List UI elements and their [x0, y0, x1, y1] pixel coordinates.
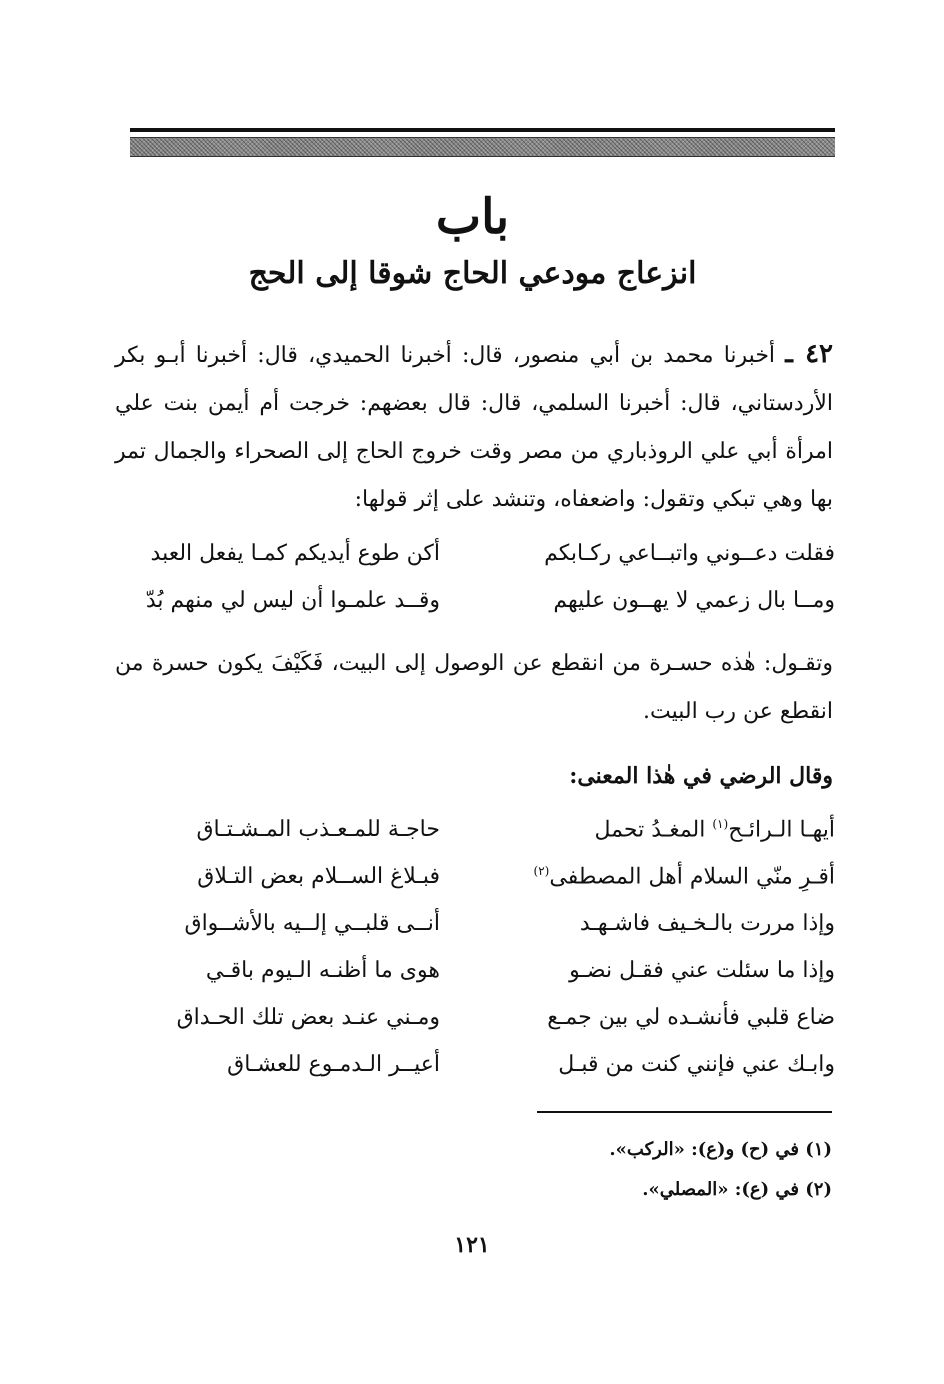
commentary-paragraph: وتقـول: هٰذه حسـرة من انقطع عن الوصول إلى البيت، فَكَيْفَ يكون حسرة من انقطع عن رب البيت.	[115, 651, 833, 724]
verse-line	[110, 853, 835, 900]
verse-first-hemistich: فقلت دعــوني واتبــاعي ركـابكم	[544, 541, 835, 566]
poem-introduction: وقال الرضي في هٰذا المعنى:	[569, 763, 833, 789]
verse-second-hemistich: هوى ما أظنـه الـيوم باقـي	[205, 958, 440, 983]
verse-line	[110, 1041, 835, 1088]
chapter-heading: باب	[435, 189, 510, 245]
verse-text: أقـرِ منّي السلام أهل المصطفى	[549, 864, 835, 890]
verse-first-hemistich: وابـك عني فإنني كنت من قبـل	[558, 1052, 835, 1077]
verse-line	[110, 806, 835, 853]
verse-second-hemistich: أعيــر الـدمـوع للعشـاق	[227, 1052, 440, 1077]
footnote-marker: (١)	[712, 816, 729, 831]
page-number: ١٢١	[454, 1232, 490, 1258]
hadith-text: أخبرنا محمد بن أبي منصور، قال: أخبرنا الحميدي، قال: أخبرنا أبـو بكر الأردستاني، قال: أخبرنا السلمي، قال: قال بعضهم: خرجت أم أيمن بنت علي امرأة أبي علي الروذباري من مصر وقت خروج الحاج إلى الصحراء والجمال تمر بها وهي تبكي وتقول: واضعفاه، وتنشد على إثر قولها:	[115, 343, 833, 512]
verse-second-hemistich: أنــى قلبــي إلــيه بالأشــواق	[184, 911, 440, 936]
verse-first-hemistich: وإذا ما سئلت عني فقـل نضـو	[569, 958, 835, 983]
verse-second-hemistich: وقــد علمـوا أن ليس لي منهم بُدّ	[145, 588, 440, 613]
verse-first-hemistich	[505, 864, 835, 889]
footnote-marker: (٢)	[533, 863, 550, 878]
verse-first-hemistich: وإذا مررت بالـخـيف فاشـهـد	[579, 911, 835, 936]
verse-line	[110, 994, 835, 1041]
header-thin-line	[130, 128, 835, 132]
verse-line	[110, 577, 835, 624]
verse-text: أيهـا الـرائـح	[728, 817, 835, 843]
poem-block-1	[110, 530, 835, 624]
header-ornament-rule	[130, 128, 835, 156]
verse-text: المغـدُ تحمل	[594, 817, 713, 843]
verse-second-hemistich: حاجـة للمـعـذب المـشـتـاق	[196, 817, 440, 842]
verse-first-hemistich	[505, 817, 835, 842]
verse-second-hemistich: أكن طوع أيديكم كمـا يفعل العبد	[150, 541, 440, 566]
verse-line	[110, 947, 835, 994]
hadith-paragraph-42	[115, 330, 833, 524]
verse-first-hemistich: ومــا بال زعمي لا يهــون عليهم	[553, 588, 835, 613]
verse-second-hemistich: فبـلاغ الســلام بعض التـلاق	[197, 864, 440, 889]
footnote-separator	[537, 1111, 832, 1113]
verse-line	[110, 900, 835, 947]
footnote-1: (١) في (ح) و(ع): «الركب».	[609, 1139, 832, 1160]
verse-line	[110, 530, 835, 577]
header-thick-band	[130, 137, 835, 157]
footnotes	[400, 1130, 832, 1210]
chapter-title: انزعاج مودعي الحاج شوقا إلى الحج	[248, 256, 697, 291]
verse-second-hemistich: ومـني عنـد بعض تلك الحـداق	[176, 1005, 440, 1030]
footnote-2: (٢) في (ع): «المصلي».	[642, 1179, 832, 1200]
verse-first-hemistich: ضاع قلبي فأنشـده لي بين جمـع	[547, 1005, 835, 1030]
poem-block-2	[110, 806, 835, 1088]
hadith-number: ٤٢ ـ	[785, 339, 834, 369]
